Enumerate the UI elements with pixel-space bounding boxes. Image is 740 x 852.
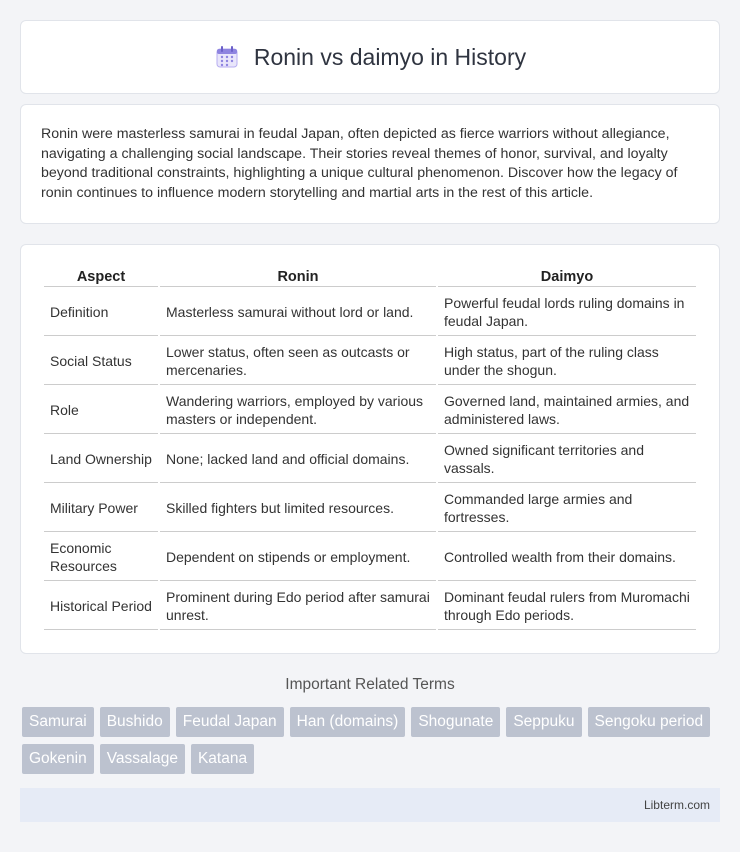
tag-han-domains[interactable]: Han (domains) — [290, 707, 406, 737]
cell-daimyo: Commanded large armies and fortresses. — [438, 485, 696, 532]
cell-ronin: Prominent during Edo period after samurai unrest. — [160, 583, 436, 630]
comparison-table-card — [20, 244, 720, 654]
tag-bushido[interactable]: Bushido — [100, 707, 170, 737]
cell-ronin: Skilled fighters but limited resources. — [160, 485, 436, 532]
cell-aspect: Social Status — [44, 338, 158, 385]
tag-samurai[interactable]: Samurai — [22, 707, 94, 737]
cell-aspect: Historical Period — [44, 583, 158, 630]
header-aspect: Aspect — [44, 265, 158, 287]
table-row — [44, 387, 696, 434]
header-ronin: Ronin — [160, 265, 436, 287]
cell-daimyo: Governed land, maintained armies, and administered laws. — [438, 387, 696, 434]
table-row — [44, 338, 696, 385]
cell-daimyo: Owned significant territories and vassals. — [438, 436, 696, 483]
cell-daimyo: Powerful feudal lords ruling domains in feudal Japan. — [438, 289, 696, 336]
cell-daimyo: Controlled wealth from their domains. — [438, 534, 696, 581]
table-row — [44, 289, 696, 336]
related-terms-tags — [22, 707, 718, 774]
table-row — [44, 436, 696, 483]
header-daimyo: Daimyo — [438, 265, 696, 287]
table-header-row — [44, 265, 696, 287]
page-title: Ronin vs daimyo in History — [253, 43, 527, 70]
related-terms-title: Important Related Terms — [285, 676, 455, 693]
cell-ronin: Masterless samurai without lord or land. — [160, 289, 436, 336]
intro-card — [20, 104, 720, 224]
table-row — [44, 485, 696, 532]
tag-feudal-japan[interactable]: Feudal Japan — [176, 707, 284, 737]
comparison-table — [42, 263, 698, 632]
cell-aspect: Military Power — [44, 485, 158, 532]
calendar-icon — [214, 44, 240, 70]
table-row — [44, 534, 696, 581]
cell-daimyo: High status, part of the ruling class under the shogun. — [438, 338, 696, 385]
tag-shogunate[interactable]: Shogunate — [411, 707, 500, 737]
tag-vassalage[interactable]: Vassalage — [100, 744, 185, 774]
cell-aspect: Definition — [44, 289, 158, 336]
intro-paragraph: Ronin were masterless samurai in feudal Japan, often depicted as fierce warriors without allegiance, navigating a challenging social landscape. Their stories reveal themes of honor, survival, and loyalty beyond traditional constraints, highlighting a unique cultural phenomenon. Discover how the legacy of ronin continues to influence modern storytelling and martial arts in the rest of this article. — [41, 126, 678, 201]
cell-ronin: Lower status, often seen as outcasts or mercenaries. — [160, 338, 436, 385]
cell-ronin: Wandering warriors, employed by various masters or independent. — [160, 387, 436, 434]
tag-gokenin[interactable]: Gokenin — [22, 744, 94, 774]
tag-sengoku-period[interactable]: Sengoku period — [588, 707, 711, 737]
cell-aspect: Role — [44, 387, 158, 434]
tag-seppuku[interactable]: Seppuku — [506, 707, 581, 737]
cell-aspect: Economic Resources — [44, 534, 158, 581]
cell-aspect: Land Ownership — [44, 436, 158, 483]
cell-ronin: None; lacked land and official domains. — [160, 436, 436, 483]
footer-site-link[interactable]: Libterm.com — [643, 798, 710, 812]
cell-daimyo: Dominant feudal rulers from Muromachi through Edo periods. — [438, 583, 696, 630]
table-row — [44, 583, 696, 630]
header-card — [20, 20, 720, 94]
tag-katana[interactable]: Katana — [191, 744, 254, 774]
footer-bar — [20, 788, 720, 822]
cell-ronin: Dependent on stipends or employment. — [160, 534, 436, 581]
